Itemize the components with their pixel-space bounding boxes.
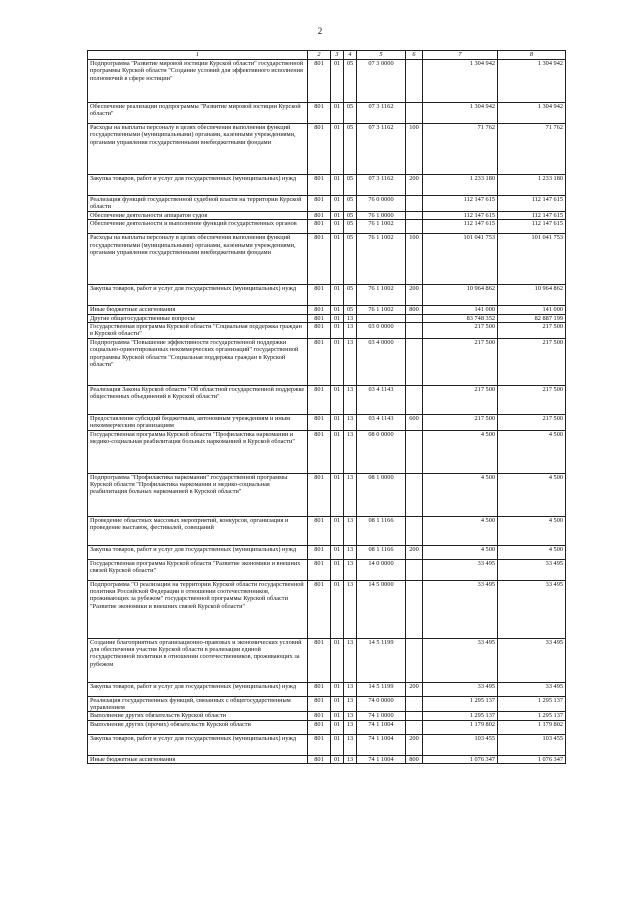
row-name: Создание благоприятных организационно-правовых и экономических условий для обеспечения участия Курской области в реализации единой государственной политики в отношении соотечественников, проживающих за рубежом [88,638,308,682]
row-ministry-code: 801 [308,414,331,430]
row-target-code: 08 0 0000 [357,430,406,473]
row-amount-col7: 103 455 [423,734,498,755]
row-expense-type [406,580,423,638]
row-name: Реализация функций государственной судебной власти на территории Курской области [88,196,308,212]
table-row [88,285,566,306]
row-ministry-code: 801 [308,430,331,473]
row-target-code: 03 4 1143 [357,414,406,430]
row-expense-type [406,314,423,322]
row-subsection-code: 13 [344,473,357,516]
row-subsection-code: 13 [344,430,357,473]
row-section-code: 01 [331,430,344,473]
row-name: Обеспечение деятельности аппаратов судов [88,211,308,219]
row-target-code: 03 4 0000 [357,338,406,385]
row-target-code: 14 5 0000 [357,580,406,638]
table-row [88,323,566,339]
row-amount-col7: 83 748 352 [423,314,498,322]
table-row [88,124,566,175]
row-target-code: 76 1 1002 [357,285,406,306]
row-amount-col8: 33 495 [498,638,566,682]
row-amount-col8: 112 147 615 [498,211,566,219]
page-number: 2 [317,26,323,36]
row-subsection-code: 13 [344,314,357,322]
row-amount-col7: 33 495 [423,559,498,580]
row-amount-col7: 217 500 [423,385,498,414]
row-amount-col7: 1 179 802 [423,720,498,734]
header-row [88,51,566,60]
row-expense-type [406,211,423,219]
row-expense-type: 200 [406,285,423,306]
row-target-code: 08 1 0000 [357,473,406,516]
table-row [88,734,566,755]
row-amount-col7: 217 500 [423,414,498,430]
row-ministry-code: 801 [308,385,331,414]
row-target-code: 74 1 1004 [357,755,406,763]
row-amount-col8: 1 076 347 [498,755,566,763]
row-name: Иные бюджетные ассигнования [88,306,308,314]
row-amount-col7: 4 500 [423,545,498,559]
row-subsection-code: 13 [344,638,357,682]
row-subsection-code: 13 [344,323,357,339]
row-section-code: 01 [331,285,344,306]
row-name: Выполнение других (прочих) обязательств Курской области [88,720,308,734]
row-section-code: 01 [331,755,344,763]
row-ministry-code: 801 [308,638,331,682]
row-section-code: 01 [331,720,344,734]
row-amount-col8: 33 495 [498,580,566,638]
table-row [88,755,566,763]
row-amount-col8: 4 500 [498,430,566,473]
row-amount-col8: 1 233 180 [498,175,566,196]
row-subsection-code: 13 [344,414,357,430]
row-ministry-code: 801 [308,338,331,385]
row-expense-type: 200 [406,682,423,696]
row-amount-col8: 112 147 615 [498,220,566,234]
row-expense-type [406,220,423,234]
row-target-code: 74 1 0000 [357,712,406,720]
row-amount-col8: 1 295 137 [498,712,566,720]
row-expense-type: 800 [406,755,423,763]
row-ministry-code: 801 [308,755,331,763]
row-target-code: 76 1 1002 [357,306,406,314]
row-subsection-code: 05 [344,103,357,124]
row-expense-type [406,338,423,385]
row-section-code: 01 [331,124,344,175]
row-section-code: 01 [331,220,344,234]
row-expense-type [406,430,423,473]
row-name: Закупка товаров, работ и услуг для государственных (муниципальных) нужд [88,734,308,755]
row-expense-type: 800 [406,306,423,314]
row-name: Выполнение других обязательств Курской области [88,712,308,720]
row-ministry-code: 801 [308,196,331,212]
row-target-code: 74 0 0000 [357,696,406,712]
budget-table [87,50,566,764]
header-cell-1: 1 [88,51,308,60]
row-expense-type: 100 [406,234,423,285]
row-ministry-code: 801 [308,175,331,196]
row-amount-col7: 1 304 942 [423,60,498,103]
table-row [88,175,566,196]
row-section-code: 01 [331,516,344,545]
row-subsection-code: 05 [344,175,357,196]
table-row [88,430,566,473]
row-amount-col7: 33 495 [423,682,498,696]
table-row [88,103,566,124]
table-body [88,60,566,764]
row-subsection-code: 13 [344,559,357,580]
row-amount-col8: 217 500 [498,385,566,414]
row-ministry-code: 801 [308,580,331,638]
row-expense-type [406,712,423,720]
row-expense-type [406,516,423,545]
row-subsection-code: 13 [344,516,357,545]
row-subsection-code: 13 [344,338,357,385]
row-ministry-code: 801 [308,103,331,124]
row-ministry-code: 801 [308,285,331,306]
row-expense-type: 200 [406,734,423,755]
row-name: Иные бюджетные ассигнования [88,755,308,763]
table-row [88,314,566,322]
row-amount-col7: 1 076 347 [423,755,498,763]
table-row [88,516,566,545]
table-row [88,220,566,234]
row-subsection-code: 05 [344,234,357,285]
row-name: Расходы на выплаты персоналу в целях обеспечения выполнения функций государственными (муниципальными) органами, казенными учреждениями, органами управления государственными внебюджетными фондами [88,234,308,285]
row-target-code: 14 5 1199 [357,682,406,696]
row-ministry-code: 801 [308,124,331,175]
row-section-code: 01 [331,682,344,696]
row-amount-col8: 112 147 615 [498,196,566,212]
header-cell-4: 4 [344,51,357,60]
row-section-code: 01 [331,234,344,285]
row-expense-type [406,323,423,339]
row-amount-col7: 4 500 [423,430,498,473]
row-ministry-code: 801 [308,323,331,339]
row-section-code: 01 [331,338,344,385]
row-name: Закупка товаров, работ и услуг для государственных (муниципальных) нужд [88,545,308,559]
row-subsection-code: 05 [344,196,357,212]
row-name: Предоставление субсидий бюджетным, автономным учреждениям и иным некоммерческим организациям [88,414,308,430]
row-ministry-code: 801 [308,306,331,314]
row-section-code: 01 [331,211,344,219]
row-target-code: 08 1 1166 [357,545,406,559]
row-section-code: 01 [331,60,344,103]
row-subsection-code: 13 [344,385,357,414]
row-target-code [357,314,406,322]
row-name: Обеспечение реализации подпрограммы "Развитие мировой юстиции Курской области" [88,103,308,124]
row-expense-type [406,196,423,212]
row-section-code: 01 [331,712,344,720]
row-ministry-code: 801 [308,60,331,103]
table-row [88,545,566,559]
row-amount-col8: 217 500 [498,323,566,339]
row-amount-col7: 71 762 [423,124,498,175]
header-cell-2: 2 [308,51,331,60]
row-name: Государственная программа Курской области "Социальная поддержка граждан в Курской области" [88,323,308,339]
row-ministry-code: 801 [308,516,331,545]
row-target-code: 74 1 1004 [357,734,406,755]
row-ministry-code: 801 [308,720,331,734]
row-amount-col8: 4 500 [498,545,566,559]
row-section-code: 01 [331,696,344,712]
table-row [88,234,566,285]
row-ministry-code: 801 [308,473,331,516]
row-subsection-code: 13 [344,712,357,720]
row-amount-col8: 103 455 [498,734,566,755]
row-target-code: 03 0 0000 [357,323,406,339]
row-amount-col7: 1 295 137 [423,696,498,712]
row-amount-col7: 33 495 [423,638,498,682]
row-amount-col8: 10 964 862 [498,285,566,306]
row-expense-type [406,473,423,516]
row-ministry-code: 801 [308,559,331,580]
row-target-code: 03 4 1143 [357,385,406,414]
row-name: Подпрограмма "Развитие мировой юстиции Курской области" государственной программы Курской области "Создание условий для эффективного исполнения полномочий в сфере юстиции" [88,60,308,103]
table-row [88,338,566,385]
row-section-code: 01 [331,306,344,314]
row-section-code: 01 [331,323,344,339]
row-name: Расходы на выплаты персоналу в целях обеспечения выполнения функций государственными (муниципальными) органами, казенными учреждениями, органами управления государственными внебюджетными фондами [88,124,308,175]
row-amount-col8: 33 495 [498,682,566,696]
row-amount-col7: 1 295 137 [423,712,498,720]
row-section-code: 01 [331,414,344,430]
row-target-code: 76 1 1002 [357,234,406,285]
row-section-code: 01 [331,473,344,516]
row-expense-type [406,696,423,712]
row-amount-col7: 112 147 615 [423,220,498,234]
row-name: Закупка товаров, работ и услуг для государственных (муниципальных) нужд [88,682,308,696]
table-row [88,559,566,580]
row-section-code: 01 [331,314,344,322]
row-expense-type [406,103,423,124]
row-target-code: 08 1 1166 [357,516,406,545]
row-section-code: 01 [331,734,344,755]
row-section-code: 01 [331,545,344,559]
table-row [88,196,566,212]
row-amount-col8: 101 041 753 [498,234,566,285]
row-section-code: 01 [331,638,344,682]
row-amount-col7: 112 147 615 [423,196,498,212]
row-ministry-code: 801 [308,211,331,219]
row-name: Государственная программа Курской области "Профилактика наркомании и медико-социальная реабилитация больных наркоманией в Курской области" [88,430,308,473]
row-ministry-code: 801 [308,314,331,322]
row-expense-type: 200 [406,175,423,196]
table-row [88,696,566,712]
row-expense-type [406,720,423,734]
row-ministry-code: 801 [308,545,331,559]
row-ministry-code: 801 [308,682,331,696]
row-name: Закупка товаров, работ и услуг для государственных (муниципальных) нужд [88,175,308,196]
header-cell-5: 5 [357,51,406,60]
row-target-code: 14 0 0000 [357,559,406,580]
row-amount-col8: 1 295 137 [498,696,566,712]
row-section-code: 01 [331,385,344,414]
row-amount-col8: 217 500 [498,338,566,385]
row-amount-col7: 4 500 [423,473,498,516]
row-target-code: 07 3 0000 [357,60,406,103]
row-expense-type [406,385,423,414]
row-ministry-code: 801 [308,220,331,234]
row-amount-col7: 1 233 180 [423,175,498,196]
row-subsection-code: 13 [344,545,357,559]
table-row [88,580,566,638]
row-subsection-code: 05 [344,60,357,103]
header-cell-8: 8 [498,51,566,60]
row-amount-col8: 71 762 [498,124,566,175]
row-ministry-code: 801 [308,696,331,712]
row-subsection-code: 05 [344,124,357,175]
row-subsection-code: 13 [344,682,357,696]
table-row [88,385,566,414]
row-amount-col7: 141 000 [423,306,498,314]
row-name: Подпрограмма "Профилактика наркомании" государственной программы Курской области "Профилактика наркомании и медико-социальная реабилитация больных наркоманией в Курской области" [88,473,308,516]
row-expense-type: 200 [406,545,423,559]
row-subsection-code: 05 [344,211,357,219]
row-section-code: 01 [331,103,344,124]
row-section-code: 01 [331,580,344,638]
row-amount-col8: 33 495 [498,559,566,580]
row-amount-col8: 4 500 [498,473,566,516]
row-subsection-code: 13 [344,720,357,734]
table-row [88,720,566,734]
row-target-code: 07 3 1162 [357,175,406,196]
row-target-code: 07 3 1162 [357,124,406,175]
row-amount-col8: 141 000 [498,306,566,314]
row-section-code: 01 [331,175,344,196]
row-expense-type [406,638,423,682]
row-subsection-code: 13 [344,580,357,638]
header-cell-7: 7 [423,51,498,60]
row-expense-type: 600 [406,414,423,430]
row-name: Закупка товаров, работ и услуг для государственных (муниципальных) нужд [88,285,308,306]
row-amount-col7: 217 500 [423,323,498,339]
row-amount-col7: 112 147 615 [423,211,498,219]
row-amount-col7: 10 964 862 [423,285,498,306]
header-cell-3: 3 [331,51,344,60]
row-amount-col8: 217 500 [498,414,566,430]
row-target-code: 76 1 0000 [357,211,406,219]
row-amount-col8: 4 500 [498,516,566,545]
row-amount-col7: 217 500 [423,338,498,385]
row-expense-type [406,559,423,580]
row-name: Подпрограмма "Повышение эффективности государственной поддержки социально-ориентированных некоммерческих организаций" государственной программы Курской области "Социальная поддержка граждан в Курской области" [88,338,308,385]
row-target-code: 14 5 1199 [357,638,406,682]
header-cell-6: 6 [406,51,423,60]
row-name: Обеспечение деятельности и выполнение функций государственных органов [88,220,308,234]
row-amount-col8: 1 304 942 [498,103,566,124]
row-subsection-code: 05 [344,285,357,306]
row-amount-col7: 1 304 942 [423,103,498,124]
row-name: Реализация государственных функций, связанных с общегосударственным управлением [88,696,308,712]
row-section-code: 01 [331,196,344,212]
table-row [88,638,566,682]
row-subsection-code: 13 [344,755,357,763]
row-amount-col7: 101 041 753 [423,234,498,285]
row-name: Другие общегосударственные вопросы [88,314,308,322]
row-name: Проведение областных массовых мероприятий, конкурсов, организация и проведение выставок, фестивалей, совещаний [88,516,308,545]
row-subsection-code: 13 [344,696,357,712]
row-subsection-code: 05 [344,306,357,314]
table-row [88,682,566,696]
row-name: Подпрограмма "О реализации на территории Курской области государственной политики Российской Федерации в отношении соотечественников, проживающих за рубежом" государственной программы Курской области "Развитие экономики и внешних связей Курской области" [88,580,308,638]
table-row [88,473,566,516]
row-subsection-code: 05 [344,220,357,234]
row-target-code: 76 0 0000 [357,196,406,212]
row-expense-type [406,60,423,103]
row-section-code: 01 [331,559,344,580]
row-expense-type: 100 [406,124,423,175]
row-target-code: 76 1 1002 [357,220,406,234]
row-name: Государственная программа Курской области "Развитие экономики и внешних связей Курской области" [88,559,308,580]
row-name: Реализация Закона Курской области "Об областной государственной поддержке общественных объединений в Курской области" [88,385,308,414]
table-row [88,306,566,314]
row-ministry-code: 801 [308,712,331,720]
table-row [88,414,566,430]
row-target-code: 74 1 1004 [357,720,406,734]
row-target-code: 07 3 1162 [357,103,406,124]
row-subsection-code: 13 [344,734,357,755]
row-amount-col8: 1 304 942 [498,60,566,103]
row-amount-col7: 4 500 [423,516,498,545]
table-row [88,60,566,103]
table-row [88,211,566,219]
row-ministry-code: 801 [308,734,331,755]
row-amount-col8: 1 179 802 [498,720,566,734]
row-ministry-code: 801 [308,234,331,285]
table-row [88,712,566,720]
row-amount-col7: 33 495 [423,580,498,638]
row-amount-col8: 82 887 199 [498,314,566,322]
